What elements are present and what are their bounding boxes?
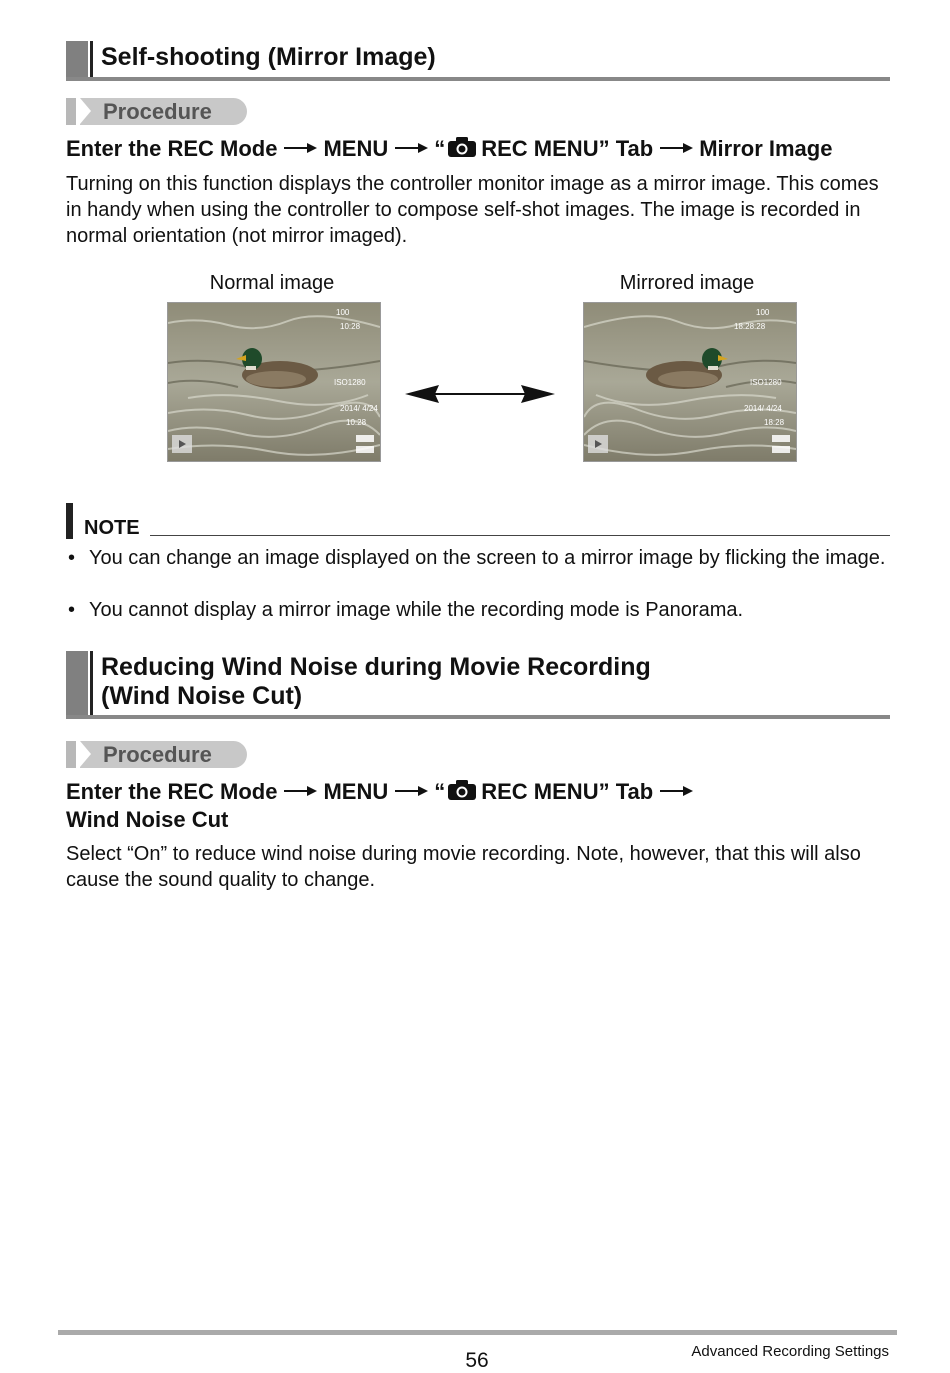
note-divider <box>150 535 890 536</box>
note-bullet <box>68 597 890 623</box>
note-bullet-text: You cannot display a mirror image while the recording mode is Panorama. <box>89 599 744 621</box>
double-arrow-icon <box>405 382 555 406</box>
path-step: MENU <box>323 136 389 161</box>
path-quote: “ <box>434 136 446 161</box>
path-step: REC MENU” Tab <box>481 136 654 161</box>
svg-text:10:28: 10:28 <box>340 322 361 331</box>
svg-text:2014/ 4/24: 2014/ 4/24 <box>744 404 782 413</box>
right-arrow-icon <box>283 785 317 797</box>
menu-path <box>66 778 699 806</box>
svg-text:100: 100 <box>756 308 770 317</box>
path-step: Wind Noise Cut <box>66 807 229 832</box>
note-bullet-text: You can change an image displayed on the screen to a mirror image by flicking the image. <box>89 547 886 569</box>
right-arrow-icon <box>659 142 693 154</box>
path-quote: “ <box>434 779 446 804</box>
note-bar <box>66 503 73 539</box>
section-title: Self-shooting (Mirror Image) <box>101 43 436 71</box>
menu-path-line2 <box>66 806 228 834</box>
path-step: MENU <box>323 779 389 804</box>
svg-text:18:28: 18:28 <box>764 418 785 427</box>
bullet-dot: • <box>68 547 76 569</box>
procedure-label: Procedure <box>103 99 212 124</box>
svg-text:ISO1280: ISO1280 <box>750 378 782 387</box>
path-step: Enter the REC Mode <box>66 136 278 161</box>
section-title-line2: (Wind Noise Cut) <box>101 682 303 710</box>
svg-text:ISO1280: ISO1280 <box>334 378 366 387</box>
note-bullet <box>68 545 890 571</box>
heading-bar <box>66 41 88 77</box>
section-title-line1: Reducing Wind Noise during Movie Recording <box>101 653 651 681</box>
path-step: Enter the REC Mode <box>66 779 278 804</box>
menu-path <box>66 135 832 163</box>
normal-image-photo <box>167 302 381 462</box>
right-arrow-icon <box>394 785 428 797</box>
svg-text:100: 100 <box>336 308 350 317</box>
page-number: 56 <box>465 1349 489 1372</box>
chapter-title: Advanced Recording Settings <box>691 1343 889 1360</box>
footer-rule <box>58 1330 897 1335</box>
camera-icon <box>447 136 477 158</box>
right-arrow-icon <box>283 142 317 154</box>
body-text: Turning on this function displays the controller monitor image as a mirror image. This comes in handy when using the controller to compose self-shot images. The image is recorded in normal orientation (not mirror imaged). <box>66 173 879 247</box>
camera-icon <box>447 779 477 801</box>
procedure-label: Procedure <box>103 742 212 767</box>
svg-text:18:28:28: 18:28:28 <box>734 322 766 331</box>
section-heading-wind-noise-cut <box>66 651 890 719</box>
normal-image-caption: Normal image <box>209 272 335 294</box>
note-label: NOTE <box>84 517 140 539</box>
right-arrow-icon <box>394 142 428 154</box>
body-text: Select “On” to reduce wind noise during movie recording. Note, however, that this will also cause the sound quality to change. <box>66 843 861 891</box>
bullet-dot: • <box>68 599 76 621</box>
mirrored-image-photo <box>583 302 797 462</box>
svg-text:2014/ 4/24: 2014/ 4/24 <box>340 404 378 413</box>
path-step: REC MENU” Tab <box>481 779 654 804</box>
section-heading-mirror-image <box>66 41 890 81</box>
heading-bar <box>66 651 88 715</box>
path-step: Mirror Image <box>699 136 833 161</box>
right-arrow-icon <box>659 785 693 797</box>
svg-text:10:28: 10:28 <box>346 418 367 427</box>
mirrored-image-caption: Mirrored image <box>619 272 755 294</box>
